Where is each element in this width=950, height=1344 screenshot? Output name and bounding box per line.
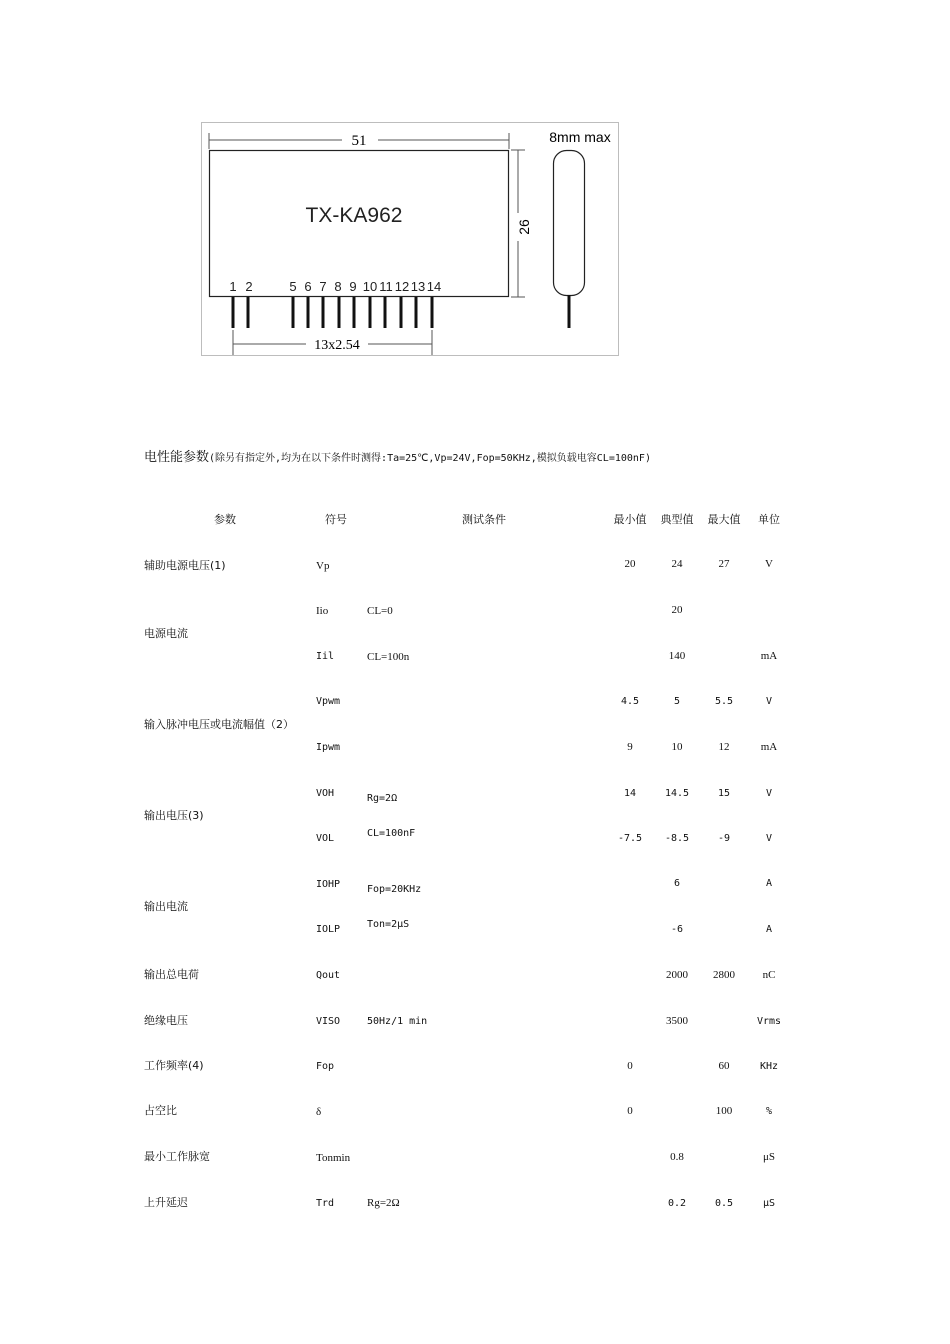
min-cell: 4.5: [620, 696, 640, 707]
package-outline-drawing: [201, 122, 619, 356]
unit-cell: V: [765, 558, 773, 570]
header-max: 最大值: [707, 513, 741, 526]
typ-cell: 0.8: [670, 1151, 684, 1163]
max-cell: 5.5: [714, 696, 734, 707]
symbol-cell: Tonmin: [316, 1152, 351, 1164]
max-cell: -9: [717, 833, 731, 844]
pin-number-11: 11: [379, 279, 393, 294]
unit-cell: Vrms: [756, 1016, 782, 1027]
width-dimension-label: 51: [351, 133, 367, 149]
symbol-cell: Iil: [316, 651, 335, 662]
symbol-cell: Iio: [316, 605, 329, 617]
typ-cell: 0.2: [667, 1198, 687, 1209]
heading-title: 电性能参数: [144, 450, 210, 465]
pin-number-14: 14: [426, 279, 442, 294]
param-name: 输入脉冲电压或电流幅值（2）: [144, 718, 294, 731]
max-cell: 27: [718, 558, 730, 570]
param-name: 输出总电荷: [144, 968, 199, 981]
header-symbol: 符号: [325, 513, 347, 526]
unit-cell: A: [765, 924, 773, 935]
symbol-cell: VOL: [316, 833, 335, 844]
typ-cell: 24: [671, 558, 683, 570]
pin-number-6: 6: [304, 279, 312, 294]
unit-cell: V: [765, 696, 773, 707]
header-min: 最小值: [613, 513, 647, 526]
pin-number-13: 13: [410, 279, 426, 294]
param-name: 占空比: [144, 1104, 177, 1117]
pin-number-12: 12: [394, 279, 410, 294]
typ-cell: -8.5: [664, 833, 690, 844]
unit-cell: μS: [762, 1198, 776, 1209]
pin-number-7: 7: [319, 279, 327, 294]
typ-cell: 5: [673, 696, 681, 707]
param-name: 上升延迟: [144, 1196, 188, 1209]
condition-cell: CL=100n: [367, 651, 410, 663]
unit-cell: A: [765, 878, 773, 889]
symbol-cell: Trd: [316, 1198, 335, 1209]
symbol-cell: Vpwm: [316, 696, 341, 707]
package-outline-svg: [202, 123, 620, 357]
pin-number-1: 1: [229, 279, 237, 294]
max-cell: 15: [717, 788, 731, 799]
unit-cell: mA: [760, 650, 778, 662]
pin-number-8: 8: [334, 279, 342, 294]
typ-cell: 20: [671, 604, 683, 616]
symbol-cell: δ: [316, 1106, 322, 1118]
typ-cell: 3500: [666, 1015, 688, 1027]
symbol-cell: Fop: [316, 1061, 335, 1072]
param-name: 最小工作脉宽: [144, 1150, 210, 1163]
typ-cell: 10: [671, 741, 683, 753]
condition-cell: Ton=2μS: [367, 919, 410, 930]
typ-cell: 2000: [666, 969, 688, 981]
symbol-cell: Qout: [316, 970, 341, 981]
symbol-cell: Vp: [316, 560, 330, 572]
typ-cell: 140: [668, 650, 686, 662]
max-cell: 60: [718, 1060, 730, 1072]
min-cell: 0: [627, 1060, 633, 1072]
typ-cell: 6: [673, 878, 681, 889]
unit-cell: μS: [762, 1151, 776, 1163]
section-heading: [144, 446, 651, 465]
pin-number-10: 10: [362, 279, 378, 294]
unit-cell: V: [765, 788, 773, 799]
condition-cell: 50Hz/1 min: [367, 1016, 428, 1027]
condition-cell: Rg=2Ω: [367, 1197, 400, 1209]
unit-cell: %: [765, 1106, 773, 1117]
max-cell: 100: [715, 1105, 733, 1117]
param-name: 绝缘电压: [144, 1014, 188, 1027]
symbol-cell: IOLP: [316, 924, 341, 935]
symbol-cell: VOH: [316, 788, 335, 799]
typ-cell: 14.5: [664, 788, 690, 799]
max-cell: 0.5: [714, 1198, 734, 1209]
unit-cell: V: [765, 833, 773, 844]
symbol-cell: Ipwm: [316, 742, 341, 753]
unit-cell: mA: [760, 741, 778, 753]
min-cell: 9: [627, 741, 633, 753]
typ-cell: -6: [670, 924, 684, 935]
max-cell: 12: [718, 741, 730, 753]
thickness-label: 8mm max: [549, 129, 611, 145]
unit-cell: KHz: [759, 1061, 779, 1072]
header-param: 参数: [214, 513, 236, 526]
condition-cell: CL=0: [367, 605, 393, 617]
side-view-body: [554, 151, 585, 296]
param-name: 输出电压(3): [144, 809, 204, 822]
heading-conditions: (除另有指定外,均为在以下条件时测得:Ta=25℃,Vp=24V,Fop=50KHz,模拟负载电容CL=100nF): [209, 453, 651, 464]
pin-number-5: 5: [289, 279, 297, 294]
param-name: 输出电流: [144, 900, 188, 913]
max-cell: 2800: [713, 969, 735, 981]
min-cell: 20: [624, 558, 636, 570]
condition-cell: Fop=20KHz: [367, 884, 422, 895]
header-unit: 单位: [758, 513, 780, 526]
header-typ: 典型值: [660, 513, 694, 526]
param-name: 电源电流: [144, 627, 188, 640]
condition-cell: CL=100nF: [367, 828, 416, 839]
header-conditions: 测试条件: [462, 513, 506, 526]
pin-number-9: 9: [349, 279, 357, 294]
min-cell: -7.5: [617, 833, 643, 844]
param-name: 辅助电源电压(1): [144, 559, 226, 572]
pin-number-2: 2: [245, 279, 253, 294]
part-number-label: TX-KA962: [305, 204, 403, 227]
param-name: 工作频率(4): [144, 1059, 204, 1072]
height-dimension-label: 26: [516, 219, 532, 235]
pitch-dimension-label: 13x2.54: [314, 338, 360, 353]
min-cell: 14: [623, 788, 637, 799]
unit-cell: nC: [762, 969, 776, 981]
symbol-cell: VISO: [316, 1016, 341, 1027]
min-cell: 0: [627, 1105, 633, 1117]
condition-cell: Rg=2Ω: [367, 793, 398, 804]
symbol-cell: IOHP: [316, 879, 341, 890]
